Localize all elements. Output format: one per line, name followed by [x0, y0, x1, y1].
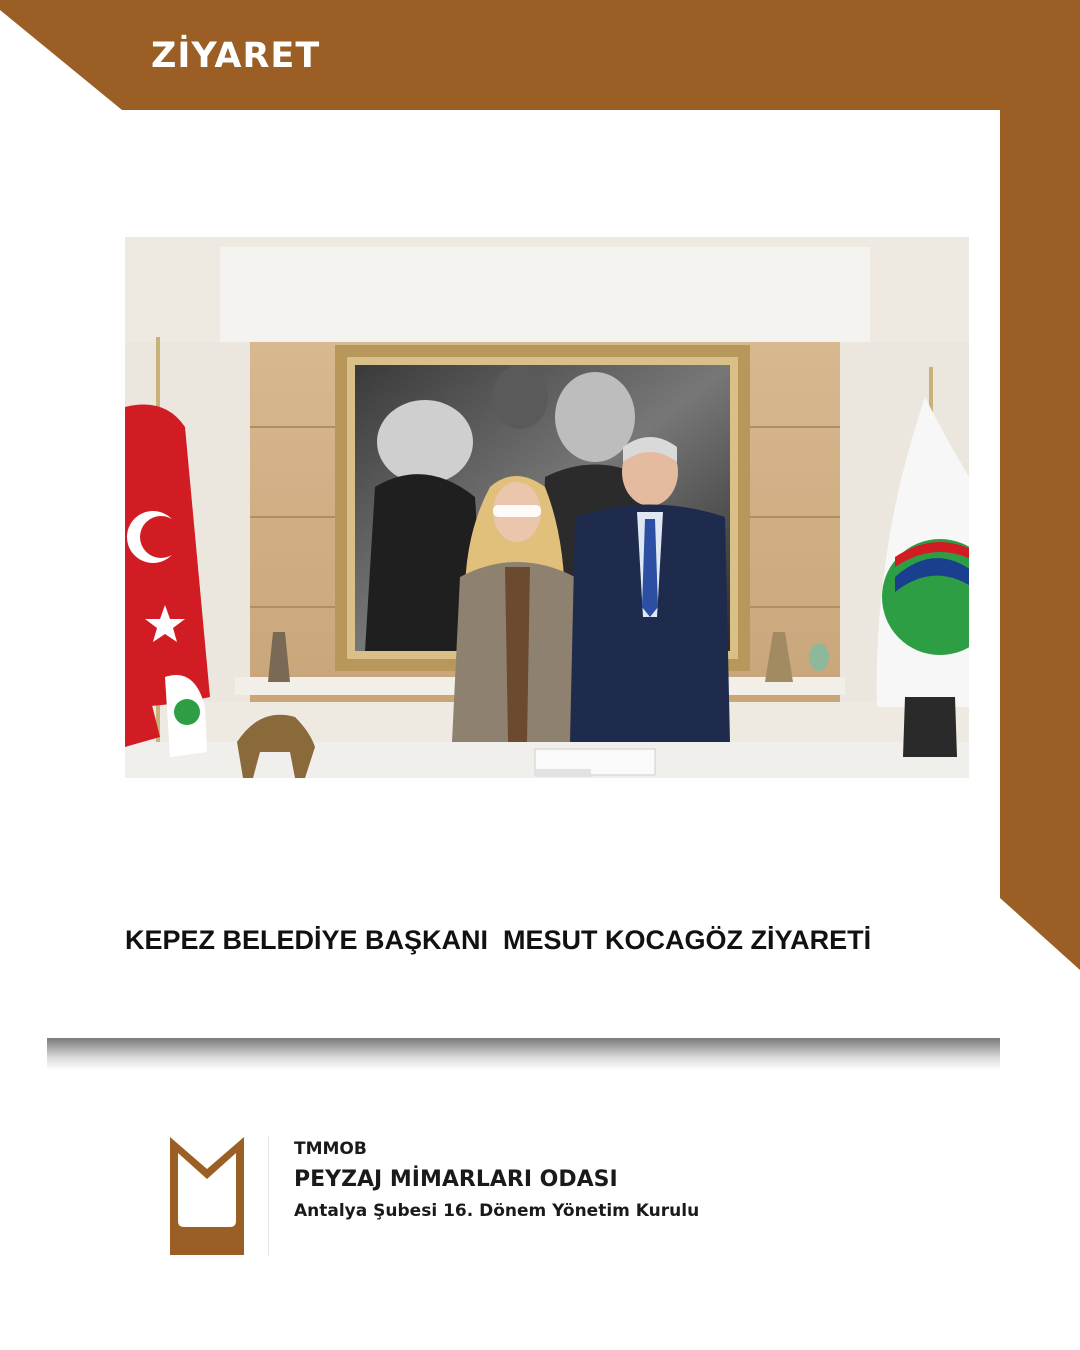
section-label: ZİYARET [151, 36, 321, 76]
org-line-branch: Antalya Şubesi 16. Dönem Yönetim Kurulu [294, 1201, 700, 1221]
org-line-tmmob: TMMOB [294, 1139, 367, 1159]
logo-separator [268, 1136, 269, 1256]
org-line-chamber: PEYZAJ MİMARLARI ODASI [294, 1167, 618, 1192]
gradient-divider [47, 1038, 1000, 1070]
visit-photo [125, 237, 969, 778]
chamber-logo-icon [168, 1135, 246, 1257]
right-side-band [1000, 110, 1080, 970]
headline: KEPEZ BELEDİYE BAŞKANI MESUT KOCAGÖZ ZİYARETİ [125, 925, 872, 955]
